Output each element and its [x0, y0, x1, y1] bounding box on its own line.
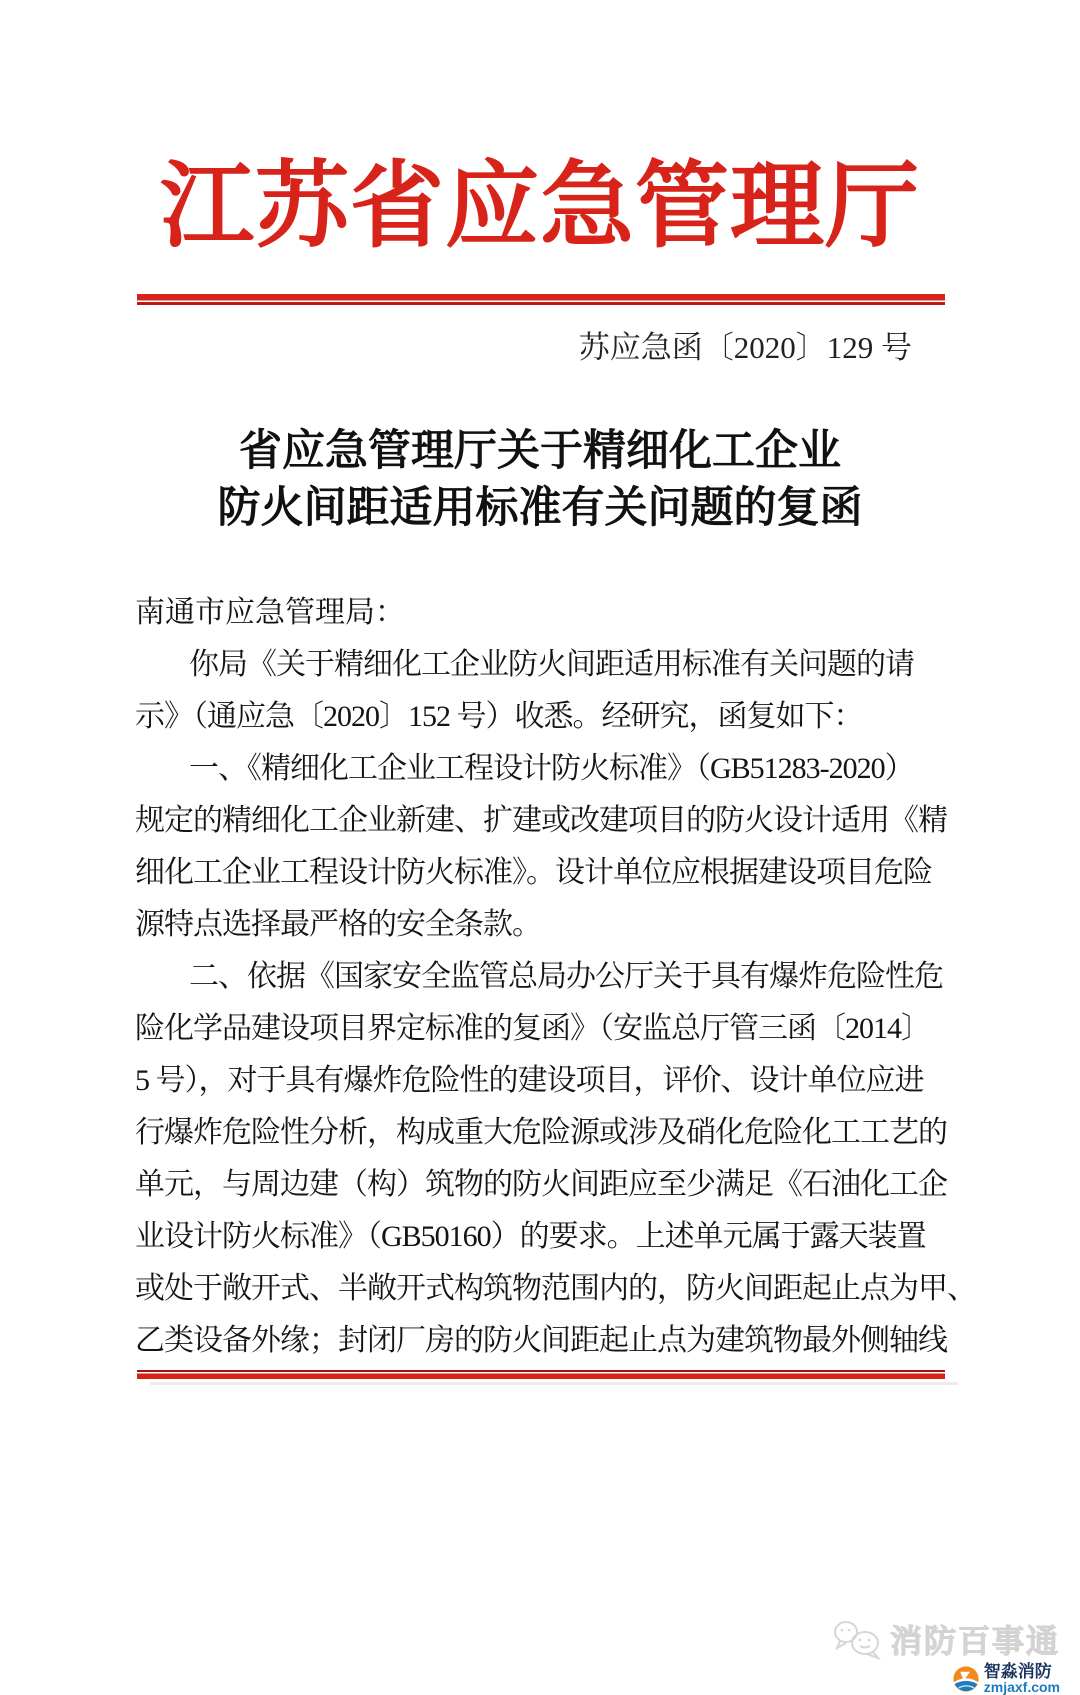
footer-divider-shadow	[150, 1382, 958, 1385]
watermark-logo-text	[984, 1663, 1060, 1695]
body-line: 细化工企业工程设计防火标准》。设计单位应根据建设项目危险	[135, 855, 932, 889]
document-body	[135, 639, 976, 1367]
body-line: 5 号），对于具有爆炸危险性的建设项目，评价、设计单位应进	[135, 1063, 924, 1097]
document-title-line2: 防火间距适用标准有关问题的复函	[217, 484, 863, 532]
body-line: 业设计防火标准》（GB50160）的要求。上述单元属于露天装置	[135, 1219, 926, 1253]
body-line: 单元，与周边建（构）筑物的防火间距应至少满足《石油化工企	[135, 1167, 947, 1201]
watermark-brand-row	[833, 1616, 1060, 1662]
logo-company-name: 智淼消防	[983, 1662, 1052, 1681]
masthead-title: 江苏省应急管理厅	[159, 155, 920, 259]
watermark-brand-text: 消防百事通	[889, 1623, 1060, 1659]
footer-divider-line	[137, 1370, 945, 1379]
recipient-line: 南通市应急管理局：	[135, 595, 405, 629]
body-line: 乙类设备外缘；封闭厂房的防火间距起止点为建筑物最外侧轴线	[135, 1323, 947, 1357]
document-page	[0, 155, 1080, 1695]
logo-website: zmjaxf.com	[983, 1679, 1060, 1695]
masthead-divider-line	[137, 294, 945, 305]
body-line: 规定的精细化工企业新建、扩建或改建项目的防火设计适用《精	[135, 803, 947, 837]
body-line: 一、《精细化工企业工程设计防火标准》（GB51283-2020）	[189, 751, 914, 785]
zhimiao-logo-icon	[953, 1666, 979, 1692]
body-line: 或处于敞开式、半敞开式构筑物范围内的，防火间距起止点为甲、	[135, 1271, 976, 1305]
body-line: 行爆炸危险性分析，构成重大危险源或涉及硝化危险化工工艺的	[135, 1115, 947, 1149]
watermark-logo-row	[833, 1663, 1060, 1695]
doc-number: 苏应急函〔2020〕129 号	[578, 329, 912, 365]
chat-bubbles-icon	[833, 1619, 883, 1659]
body-line: 示》（通应急〔2020〕152 号）收悉。经研究，函复如下：	[135, 699, 863, 733]
document-title-line1: 省应急管理厅关于精细化工企业	[239, 427, 841, 475]
document-title	[0, 423, 1080, 537]
body-line: 二、依据《国家安全监管总局办公厅关于具有爆炸危险性危	[189, 959, 943, 993]
watermark-block	[833, 1616, 1060, 1695]
body-line: 险化学品建设项目界定标准的复函》（安监总厅管三函〔2014〕	[135, 1011, 930, 1045]
body-line: 源特点选择最严格的安全条款。	[135, 907, 541, 941]
body-line: 你局《关于精细化工企业防火间距适用标准有关问题的请	[189, 647, 914, 681]
